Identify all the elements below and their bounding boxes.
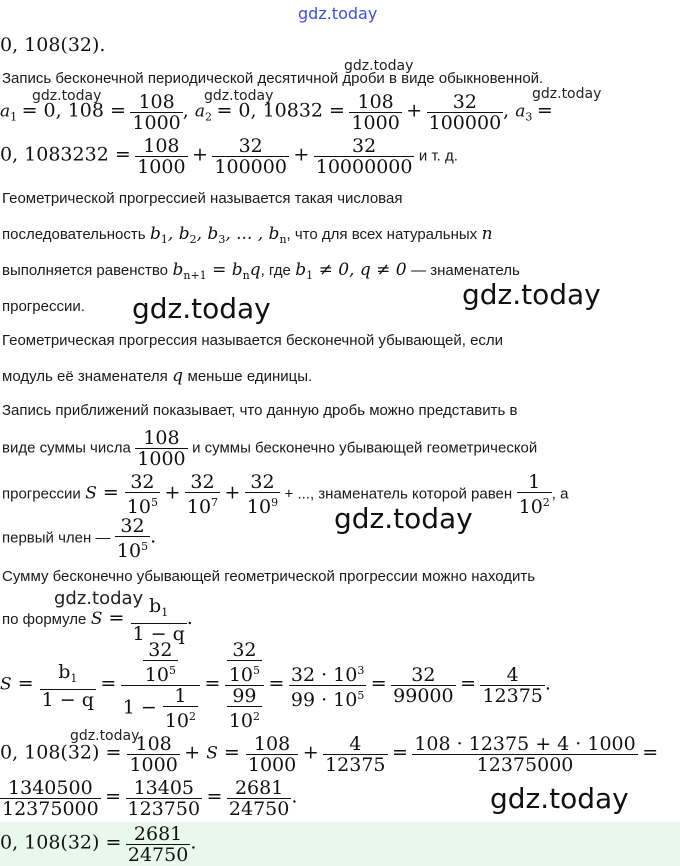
expl-l3: прогрессии S = $\frac{32}{10^5}$ + $\frac{32}{10^7}$ + $\frac{32}{10^9}$ + ..., знаменатель которой равен $\frac{1}{10^2}$ , а	[2, 471, 569, 518]
watermark-small-3: gdz.today	[204, 88, 274, 104]
a1-fraction: $\frac{108}{1000}$	[132, 91, 181, 134]
a3-value: 0, 1083232 =	[0, 143, 131, 166]
def-geometric-l2: последовательность $b_1$, $b_2$, $b_3$, ... , $b_n$, что для всех натуральных n	[2, 224, 493, 246]
a3-expansion: 0, 1083232 = $\frac{108}{1000}$ + $\frac{32}{100000}$ + $\frac{32}{10000000}$ и т. д.	[0, 135, 458, 178]
answer-line: 0, 108(32) = $\frac{2681}{24750}$ .	[0, 823, 197, 866]
sumrule-l2: по формуле S = $\frac{b_1}{1 - q}$ .	[2, 595, 193, 645]
approx-a1-a2-a3: $a_1 = 0$, 108 = $\frac{108}{1000}$ , $a_2 = 0$, 10832 = $\frac{108}{1000}$ + $\frac{32}{100000}$ , $a_3$ =	[0, 91, 553, 134]
frac-108-1000: $\frac{108}{1000}$	[137, 427, 186, 470]
sum-computation: S = $\frac{b_1}{1 - q}$ = $\frac{32}{10^5}$ 1 − $\frac{1}{10^2}$ = $\frac{\frac{32}{10^5}}{\frac{99}{10^2}}$ = $\frac{32 \cdot 10^3}{99 \cdot 10^5}$ = $\frac{32}{99000}$ = $\frac{4}{12375}$ .	[0, 639, 551, 732]
def-decreasing-l2: модуль её знаменателя q меньше единицы.	[2, 366, 313, 386]
a1-symbol: a	[0, 101, 11, 122]
watermark-small-6: gdz.today	[70, 728, 140, 744]
a2-symbol: a	[194, 101, 205, 122]
a2-fraction-2: $\frac{32}{100000}$	[428, 91, 502, 134]
watermark-small-5: gdz.today	[54, 588, 144, 609]
def-geometric-l4: прогрессии.	[2, 298, 85, 315]
watermark-big-3: gdz.today	[334, 502, 473, 535]
heading-conversion: Запись бесконечной периодической десятичной дроби в виде обыкновенной.	[2, 70, 544, 87]
a1-value: = 0, 108 =	[21, 99, 126, 122]
watermark-small-2: gdz.today	[32, 88, 102, 104]
expl-l4: первый член — $\frac{32}{10^5}$ .	[2, 515, 157, 562]
answer-fraction: $\frac{2681}{24750}$	[127, 823, 189, 866]
sumrule-l1: Сумму бесконечно убывающей геометрической прогрессии можно находить	[2, 568, 536, 585]
watermark-small-4: gdz.today	[532, 86, 602, 102]
a3-etc: и т. д.	[418, 147, 458, 165]
a2-fraction-1: $\frac{108}{1000}$	[351, 91, 400, 134]
def-geometric-l3: выполняется равенство $b_{n+1} = b_nq$, где $b_1 \ne 0$, q ≠ 0 — знаменатель	[2, 260, 520, 282]
def-geometric-l1: Геометрической прогрессией называется такая числовая	[2, 190, 403, 207]
def-decreasing-l1: Геометрическая прогрессия называется бесконечной убывающей, если	[2, 332, 504, 349]
watermark-small-1: gdz.today	[344, 58, 414, 74]
watermark-big-4: gdz.today	[490, 782, 629, 815]
a1-index: 1	[10, 110, 18, 124]
a3-fraction-2: $\frac{32}{100000}$	[214, 135, 287, 178]
a3-fraction-1: $\frac{108}{1000}$	[137, 135, 186, 178]
watermark-top: gdz.today	[298, 4, 378, 23]
a3-eq: =	[536, 99, 553, 122]
a2-index: 2	[205, 110, 212, 124]
watermark-big-1: gdz.today	[132, 292, 271, 325]
a3-index: 3	[525, 110, 533, 124]
expl-l1: Запись приближений показывает, что данную дробь можно представить в	[2, 402, 518, 419]
task-number: 0, 108(32).	[0, 34, 106, 56]
answer-lhs: 0, 108(32) =	[0, 831, 122, 854]
expl-l2: виде суммы числа $\frac{108}{1000}$ и суммы бесконечно убывающей геометрической	[2, 427, 538, 470]
a2-value: = 0, 10832 =	[216, 99, 345, 122]
simplification-line: $\frac{1340500}{12375000}$ = $\frac{13405}{123750}$ = $\frac{2681}{24750}$ .	[2, 777, 298, 820]
watermark-big-2: gdz.today	[462, 278, 601, 311]
final-sum-line: 0, 108(32) = $\frac{108}{1000}$ + S = $\frac{108}{1000}$ + $\frac{4}{12375}$ = $\frac{108 \cdot 12375 + 4 \cdot 1000}{12375000}$ =	[0, 733, 659, 776]
a3-fraction-3: $\frac{32}{10000000}$	[315, 135, 413, 178]
a3-symbol: a	[515, 101, 526, 122]
